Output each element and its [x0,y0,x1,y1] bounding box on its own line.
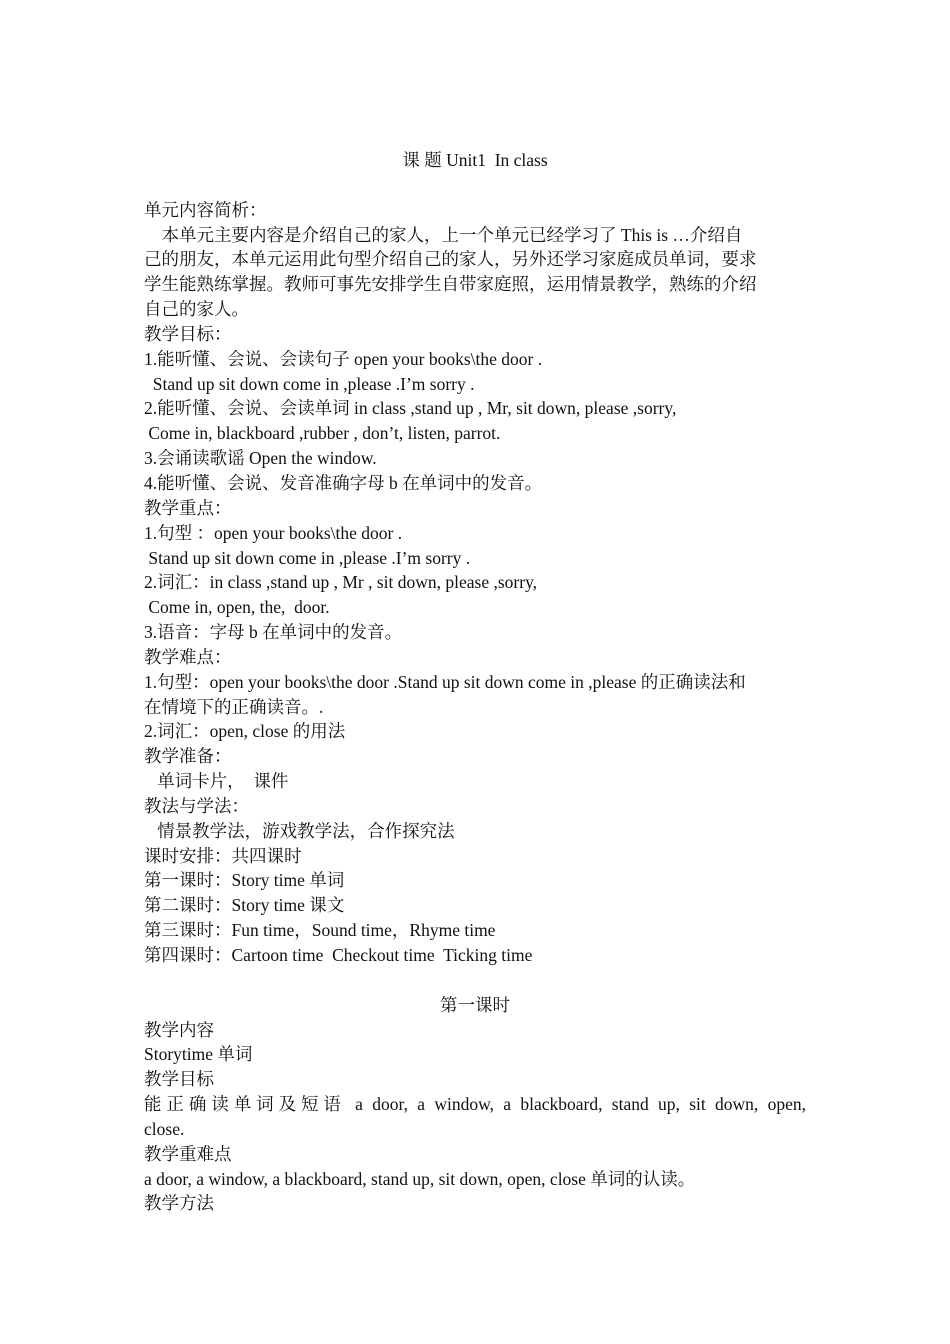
preparation-heading: 教学准备： [144,746,232,767]
difficulty-line: 1.句型：open your books\the door .Stand up sit down come in ,please 的正确读法和 [144,671,746,692]
key-point-line: Stand up sit down come in ,please .I’m sorry . [144,547,471,568]
difficulty-line: 在情境下的正确读音。. [144,696,324,717]
goals-heading: 教学目标： [144,323,232,344]
preparation-line: 单词卡片， 课件 [144,771,289,792]
spacer [144,968,806,993]
schedule-line: 第四课时：Cartoon time Checkout time Ticking time [144,945,533,965]
lesson-goals-line: 能正确读单词及短语 a door, a window, a blackboard, stand up, sit down, open, [144,1094,806,1115]
difficulty-line: 2.词汇：open, close 的用法 [144,721,346,742]
methods-heading: 教法与学法： [144,795,249,816]
schedule-line: 第三课时：Fun time，Sound time，Rhyme time [144,920,496,941]
lesson-key-heading: 教学重难点 [144,1143,232,1164]
schedule-line: 第一课时：Story time 单词 [144,870,345,891]
lesson-goals-heading: 教学目标 [144,1069,214,1090]
lesson1-title: 第一课时 [440,994,510,1015]
key-point-line: 2.词汇：in class ,stand up , Mr , sit down, please ,sorry, [144,572,538,593]
difficulties-heading: 教学难点： [144,646,232,667]
methods-line: 情景教学法，游戏教学法，合作探究法 [144,820,455,841]
key-point-line: 1.句型 ：open your books\the door . [144,522,403,543]
goal-line: 4.能听懂、会说、发音准确字母 b 在单词中的发音。 [144,472,543,493]
goal-line: 3.会诵读歌谣 Open the window. [144,448,377,469]
lesson-goals-line: close. [144,1118,185,1139]
goal-line: 1.能听懂、会说、会读句子 open your books\the door . [144,348,543,369]
goal-line: 2.能听懂、会说、会读单词 in class ,stand up , Mr, sit down, please ,sorry, [144,398,677,419]
unit-analysis-heading: 单元内容简析： [144,199,267,220]
schedule-heading: 课时安排：共四课时 [144,845,302,866]
key-point-line: 3.语音：字母 b 在单词中的发音。 [144,622,403,643]
content-line: Storytime 单词 [144,1044,253,1065]
unit-analysis-line: 己的朋友，本单元运用此句型介绍自己的家人，另外还学习家庭成员单词，要求 [144,249,757,270]
content-heading: 教学内容 [144,1019,214,1040]
goal-line: Stand up sit down come in ,please .I’m sorry . [144,373,475,394]
schedule-line: 第二课时：Story time 课文 [144,895,345,916]
key-point-line: Come in, open, the, door. [144,597,330,618]
goal-line: Come in, blackboard ,rubber , don’t, listen, parrot. [144,423,501,444]
unit-analysis-line: 本单元主要内容是介绍自己的家人，上一个单元已经学习了 This is …介绍自 [144,224,743,245]
document-title: 课 题 Unit1 In class [402,150,548,170]
key-points-heading: 教学重点： [144,497,232,518]
spacer [144,173,806,198]
lesson-methods-heading: 教学方法 [144,1193,214,1214]
lesson-key-line: a door, a window, a blackboard, stand up, sit down, open, close 单词的认读。 [144,1168,696,1189]
unit-analysis-line: 自己的家人。 [144,299,249,320]
unit-analysis-line: 学生能熟练掌握。教师可事先安排学生自带家庭照，运用情景教学，熟练的介绍 [144,274,757,295]
document-page [144,148,806,1216]
